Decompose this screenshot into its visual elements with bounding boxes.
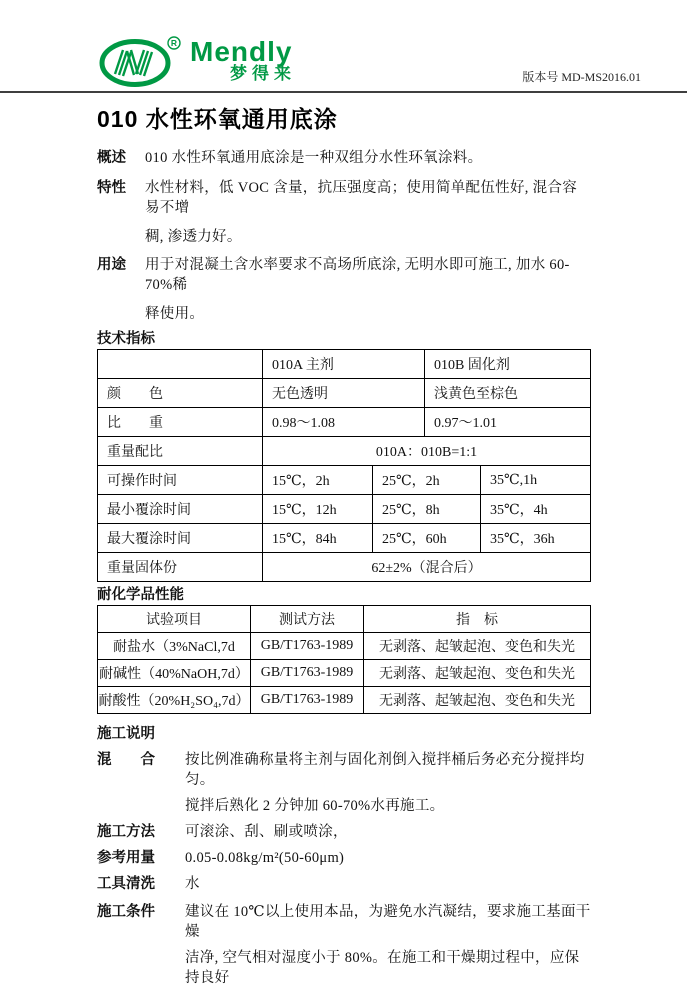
cell-test-item-header: 试验项目 — [146, 613, 202, 628]
cell-color-a: 无色透明 — [262, 379, 424, 407]
cell-acid-item: 耐酸性（20%H₂SO₄,7d） — [98, 694, 250, 709]
cell-blank — [98, 350, 262, 378]
cell-acid-method: GB/T1763-1989 — [250, 687, 363, 713]
brand-name-english: Mendly — [190, 36, 293, 67]
cell-saltwater-result: 无剥落、起皱起泡、变色和失光 — [363, 633, 590, 659]
cell-component-a-header: 010A 主剂 — [262, 350, 424, 378]
application-heading: 施工说明 — [97, 726, 155, 742]
mixing-line-2: 搅拌后熟化 2 分钟加 60-70%水再施工。 — [185, 798, 445, 814]
table-header-row — [98, 606, 590, 632]
usage-label: 用途 — [97, 257, 126, 273]
cell-potlife-35: 35℃,1h — [480, 466, 590, 494]
cell-potlife-label: 可操作时间 — [107, 474, 177, 489]
cell-component-b-header: 010B 固化剂 — [424, 350, 590, 378]
table-row — [98, 378, 590, 407]
mixing-label: 混 合 — [97, 752, 155, 768]
cell-result-header: 指 标 — [363, 606, 590, 632]
tech-specs-heading: 技术指标 — [97, 331, 155, 347]
dosage-label: 参考用量 — [97, 850, 155, 866]
cell-solids-label: 重量固体份 — [107, 561, 177, 576]
method-row — [97, 822, 591, 842]
overview-text: 010 水性环氧通用底涂是一种双组分水性环氧涂料。 — [145, 150, 483, 166]
cell-potlife-25: 25℃，2h — [372, 466, 480, 494]
conditions-row — [97, 902, 591, 988]
cell-minrecoat-35: 35℃，4h — [480, 495, 590, 523]
cell-method-header: 测试方法 — [250, 606, 363, 632]
usage-text — [145, 255, 591, 324]
cell-color-b: 浅黄色至棕色 — [424, 379, 590, 407]
cell-alkali-method: GB/T1763-1989 — [250, 660, 363, 686]
table-row — [98, 659, 590, 686]
cell-saltwater-item: 耐盐水（3%NaCl,7d — [113, 640, 235, 655]
cleaning-label: 工具清洗 — [97, 876, 155, 892]
method-label: 施工方法 — [97, 824, 155, 840]
cell-minrecoat-25: 25℃，8h — [372, 495, 480, 523]
table-row — [98, 552, 590, 581]
cell-gravity-label: 比 重 — [107, 416, 163, 431]
cell-maxrecoat-25: 25℃，60h — [372, 524, 480, 552]
features-row — [97, 178, 591, 247]
features-line-2: 稠, 渗透力好。 — [145, 229, 242, 245]
cell-solids-value: 62±2%（混合后） — [262, 553, 590, 581]
usage-line-1: 用于对混凝土含水率要求不高场所底涂, 无明水即可施工, 加水 60-70%稀 — [145, 257, 570, 293]
features-line-1: 水性材料，低 VOC 含量，抗压强度高；使用简单配伍性好, 混合容易不增 — [145, 180, 578, 216]
conditions-label: 施工条件 — [97, 904, 155, 920]
cell-saltwater-method: GB/T1763-1989 — [250, 633, 363, 659]
conditions-line-1: 建议在 10℃以上使用本品，为避免水汽凝结，要求施工基面干燥 — [185, 904, 591, 940]
mixing-line-1: 按比例准确称量将主剂与固化剂倒入搅拌桶后务必充分搅拌均匀。 — [185, 752, 585, 788]
table-row — [98, 523, 590, 552]
version-number: 版本号 MD-MS2016.01 — [522, 70, 641, 84]
usage-row — [97, 255, 591, 324]
registered-trademark-glyph: R — [170, 38, 178, 49]
table-row — [98, 407, 590, 436]
cell-minrecoat-label: 最小覆涂时间 — [107, 503, 191, 518]
features-label: 特性 — [97, 180, 126, 196]
cell-maxrecoat-35: 35℃，36h — [480, 524, 590, 552]
overview-row — [97, 148, 591, 168]
document-body — [97, 0, 591, 988]
cell-gravity-b: 0.97～1.01 — [424, 408, 590, 436]
page-title: 010 水性环氧通用底涂 — [97, 106, 338, 132]
table-row — [98, 350, 590, 378]
mixing-text — [185, 750, 591, 816]
overview-label: 概述 — [97, 150, 126, 166]
features-text — [145, 178, 591, 247]
table-row — [98, 632, 590, 659]
conditions-line-2: 洁净, 空气相对湿度小于 80%。在施工和干燥期过程中，应保持良好 — [185, 950, 580, 986]
cell-maxrecoat-15: 15℃，84h — [262, 524, 372, 552]
table-row — [98, 686, 590, 713]
cell-potlife-15: 15℃，2h — [262, 466, 372, 494]
mixing-row — [97, 750, 591, 816]
table-row — [98, 436, 590, 465]
usage-line-2: 释使用。 — [145, 306, 205, 322]
cleaning-text: 水 — [185, 876, 200, 892]
table-row — [98, 465, 590, 494]
tech-specs-table — [97, 349, 591, 582]
dosage-text: 0.05-0.08kg/m²(50-60μm) — [185, 850, 345, 866]
cleaning-row — [97, 874, 591, 894]
cell-minrecoat-15: 15℃，12h — [262, 495, 372, 523]
method-text: 可滚涂、刮、刷或喷涂， — [185, 824, 348, 840]
cell-alkali-result: 无剥落、起皱起泡、变色和失光 — [363, 660, 590, 686]
dosage-row — [97, 848, 591, 868]
cell-alkali-item: 耐碱性（40%NaOH,7d） — [99, 667, 249, 682]
conditions-text — [185, 902, 591, 988]
cell-gravity-a: 0.98～1.08 — [262, 408, 424, 436]
cell-ratio-value: 010A：010B=1:1 — [262, 437, 590, 465]
table-row — [98, 494, 590, 523]
brand-name-chinese: 梦得来 — [230, 64, 296, 83]
cell-maxrecoat-label: 最大覆涂时间 — [107, 532, 191, 547]
cell-color-label: 颜 色 — [107, 387, 163, 402]
chem-resistance-heading: 耐化学品性能 — [97, 587, 184, 603]
chem-resistance-table — [97, 605, 591, 714]
cell-acid-result: 无剥落、起皱起泡、变色和失光 — [363, 687, 590, 713]
cell-ratio-label: 重量配比 — [107, 445, 163, 460]
